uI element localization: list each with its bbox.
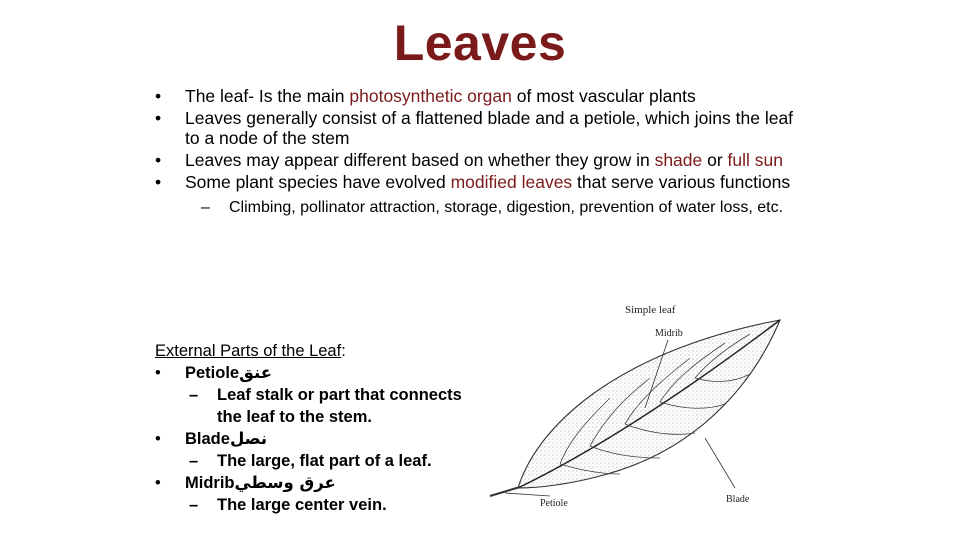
part-desc-midrib: [155, 494, 485, 516]
part-item-petiole: [155, 362, 485, 384]
slide-title: Leaves: [393, 15, 567, 71]
sub-bullet-text: Climbing, pollinator attraction, storage, digestion, prevention of water loss, etc.: [229, 199, 784, 216]
bullet-text: or: [702, 150, 728, 170]
bullet-dot: •: [155, 364, 161, 382]
part-name: Blade: [185, 430, 230, 448]
figure-caption: Simple leaf: [625, 304, 676, 316]
bullet-dot: •: [155, 172, 162, 192]
part-desc: The large, flat part of a leaf.: [217, 452, 432, 470]
part-desc-petiole: [155, 384, 485, 428]
bullet-text: Leaves may appear different based on whether they grow in: [185, 150, 655, 170]
label-petiole: Petiole: [540, 498, 568, 509]
bullet-dot: •: [155, 430, 161, 448]
bullet-item: [155, 150, 805, 170]
highlight-text: shade: [654, 150, 703, 170]
heading-colon: :: [341, 342, 346, 360]
bullet-dot: •: [155, 474, 161, 492]
part-name: Petiole: [185, 364, 240, 382]
part-desc: Leaf stalk or part that connects the leaf to the stem.: [217, 386, 462, 426]
sub-bullet-dash: –: [189, 386, 199, 404]
leaf-illustration: [480, 298, 810, 518]
part-item-midrib: [155, 472, 485, 494]
blade-leader-line: [705, 438, 735, 488]
bullet-text: that serve various functions: [572, 172, 791, 192]
label-blade: Blade: [726, 494, 750, 505]
label-midrib: Midrib: [655, 328, 683, 339]
bullet-dot: •: [155, 86, 162, 106]
bullet-dot: •: [155, 150, 162, 170]
bullet-item: [155, 172, 805, 192]
leaf-blade-shape: [518, 320, 780, 488]
bullet-item: [155, 86, 805, 106]
sub-bullet-item: [155, 198, 805, 217]
highlight-text: modified leaves: [450, 172, 573, 192]
part-arabic: نصل: [229, 429, 268, 448]
part-desc-blade: [155, 450, 485, 472]
sub-bullet-dash: –: [201, 199, 210, 216]
bullet-text: Leaves generally consist of a flattened blade and a petiole, which joins the leaf to a node of the stem: [185, 108, 794, 148]
bullet-text: Some plant species have evolved: [185, 172, 451, 192]
part-arabic: عنق: [239, 363, 272, 382]
main-bullet-list: [155, 86, 805, 217]
petiole-leader-line: [505, 493, 550, 496]
part-arabic: عرق وسطي: [234, 473, 336, 492]
external-parts-section: [155, 340, 485, 516]
bullet-item: [155, 108, 805, 148]
bullet-dot: •: [155, 108, 162, 128]
part-item-blade: [155, 428, 485, 450]
highlight-text: photosynthetic organ: [349, 86, 512, 106]
sub-bullet-dash: –: [189, 452, 199, 470]
external-parts-heading: [155, 340, 485, 362]
sub-bullet-dash: –: [189, 496, 199, 514]
petiole-shape: [490, 487, 520, 496]
bullet-text: of most vascular plants: [511, 86, 696, 106]
highlight-text: full sun: [727, 150, 783, 170]
heading-text: External Parts of the Leaf: [155, 342, 342, 360]
part-desc: The large center vein.: [217, 496, 387, 514]
bullet-text: The leaf- Is the main: [185, 86, 350, 106]
leaf-diagram: [480, 298, 810, 518]
part-name: Midrib: [185, 474, 235, 492]
